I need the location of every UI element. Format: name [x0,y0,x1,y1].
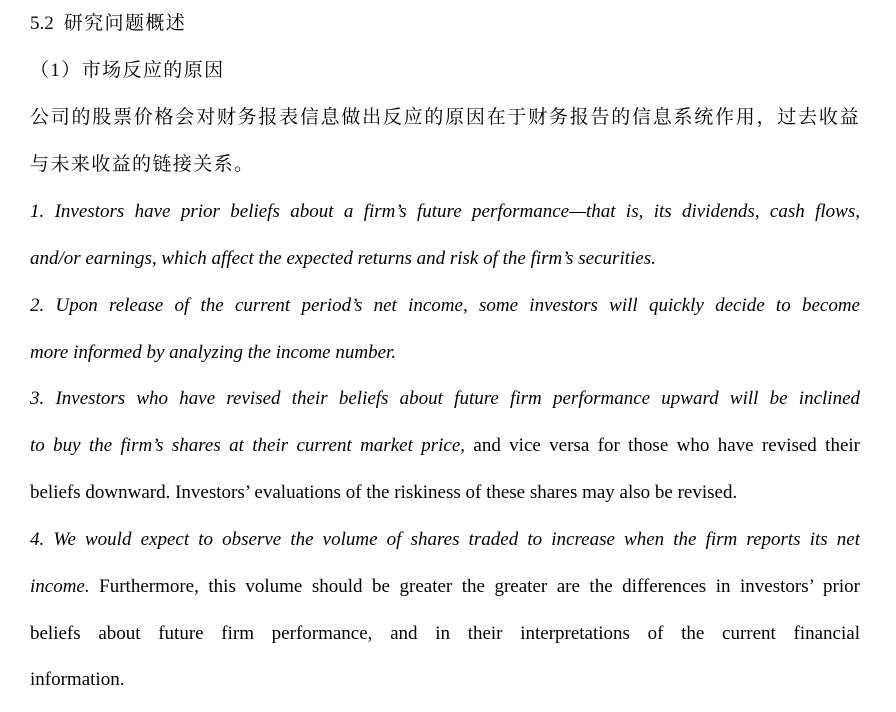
intro-line-2: 与未来收益的链接关系。 [30,154,255,175]
point-3-line-1: 3. Investors who have revised their beliefs about future firm performance upward will be inclined [30,388,860,409]
subsection-heading: （1）市场反应的原因 [30,60,225,81]
point-3-line-2 [30,434,860,458]
point-4-line-4: information. [30,669,125,690]
section-title: 研究问题概述 [63,13,187,34]
point-2-line-1: 2. Upon release of the current period’s net income, some investors will quickly decide to become [30,295,860,316]
point-4-line-2-rest: Furthermore, this volume should be greater the greater are the differences in investors’ prior [89,576,860,597]
point-4-line-1: 4. We would expect to observe the volume of shares traded to increase when the firm reports its net [30,529,860,550]
point-4-line-2-italic: income. [30,576,90,597]
point-3-line-2-rest: , and vice versa for those who have revised their [460,435,860,456]
point-3-line-3: beliefs downward. Investors’ evaluations of the riskiness of these shares may also be revised. [30,482,738,503]
point-1-line-2: and/or earnings, which affect the expected returns and risk of the firm’s securities. [30,248,656,269]
point-3-line-2-italic: to buy the firm’s shares at their current market price [30,435,461,456]
point-4-line-3: beliefs about future firm performance, and in their interpretations of the current financial [30,623,860,644]
point-1-line-1: 1. Investors have prior beliefs about a firm’s future performance—that is, its dividends, cash flows, [30,201,860,222]
point-2-line-2: more informed by analyzing the income number. [30,342,397,363]
section-heading [30,12,860,36]
intro-line-1: 公司的股票价格会对财务报表信息做出反应的原因在于财务报告的信息系统作用，过去收益 [30,107,860,128]
point-4-line-2 [30,575,860,599]
section-number: 5.2 [30,13,54,34]
